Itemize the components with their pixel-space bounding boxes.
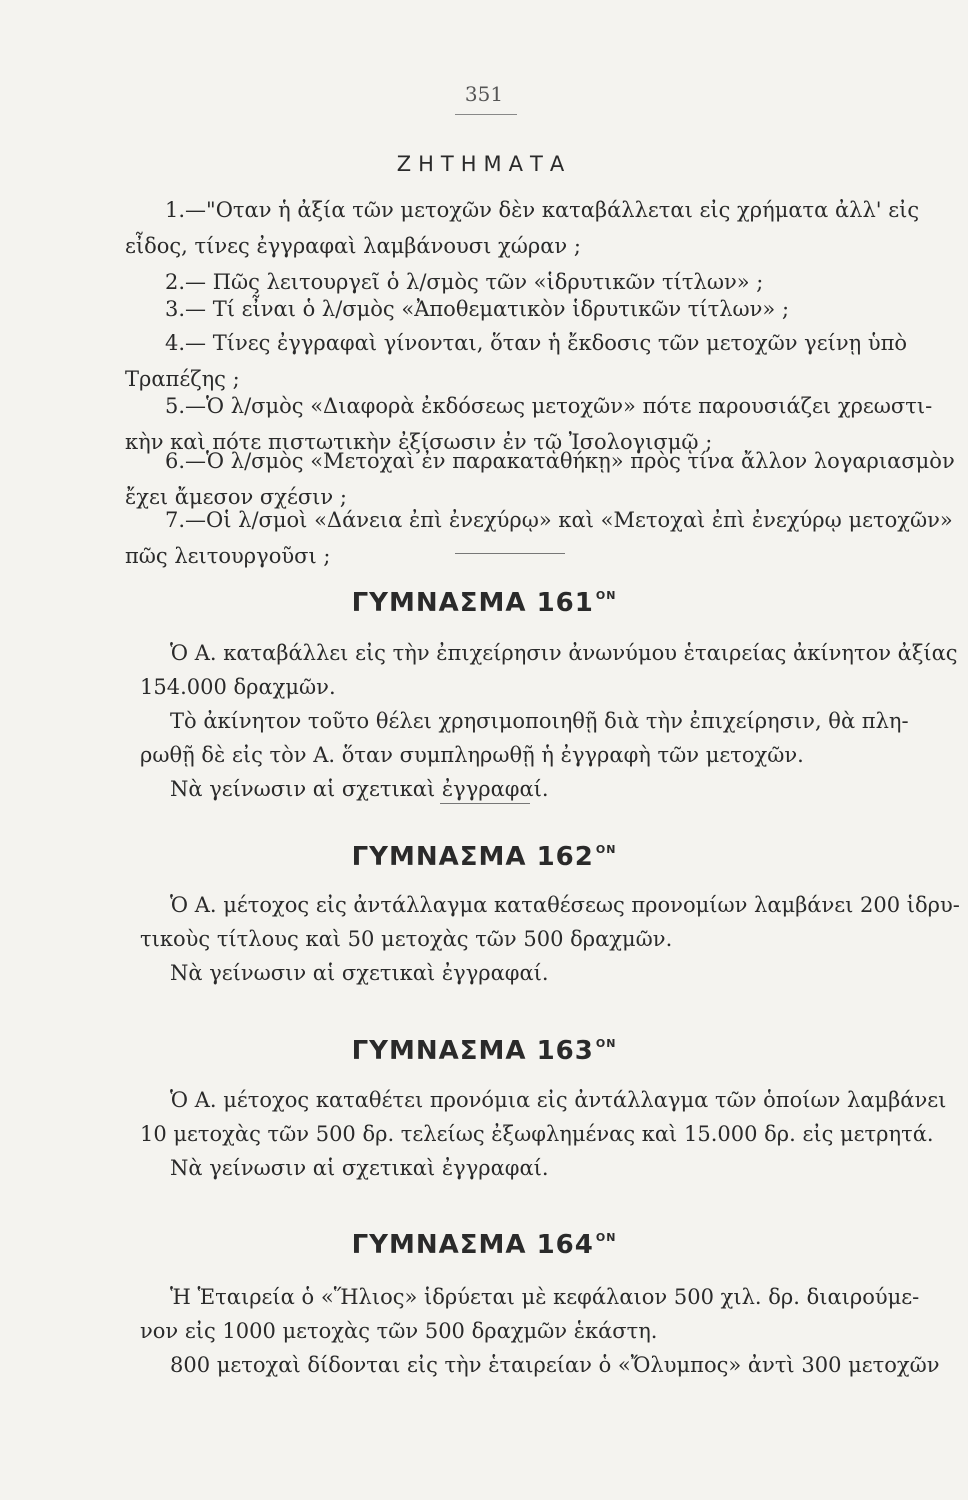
text-line: 10 μετοχὰς τῶν 500 δρ. τελείως ἐξωφλημένας καὶ 15.000 δρ. εἰς μετρητά. xyxy=(140,1122,934,1146)
exercise-word: ΓΥΜΝΑΣΜΑ xyxy=(351,588,527,618)
text-line: Ὁ Α. μέτοχος εἰς ἀντάλλαγμα καταθέσεως προνομίων λαμβάνει 200 ἱδρυ- xyxy=(170,893,960,917)
text-line: Ὁ Α. καταβάλλει εἰς τὴν ἐπιχείρησιν ἀνωνύμου ἑταιρείας ἀκίνητον ἀξίας xyxy=(170,641,958,665)
page-number: 351 xyxy=(464,82,504,106)
exercise-number: 164 xyxy=(536,1230,594,1260)
question-line: ἔχει ἄμεσον σχέσιν ; xyxy=(125,485,347,509)
question-7 xyxy=(125,502,953,574)
exercise-word: ΓΥΜΝΑΣΜΑ xyxy=(351,1036,527,1066)
exercise-162-text xyxy=(140,888,960,990)
exercise-162-title xyxy=(0,842,968,872)
question-1 xyxy=(125,192,920,264)
question-line: 5.—Ὁ λ/σμὸς «Διαφορὰ ἐκδόσεως μετοχῶν» πότε παρουσιάζει χρεωστι- xyxy=(165,394,933,418)
text-line: τικοὺς τίτλους καὶ 50 μετοχὰς τῶν 500 δραχμῶν. xyxy=(140,927,673,951)
question-line: 3.— Τί εἶναι ὁ λ/σμὸς «Ἀποθεματικὸν ἱδρυτικῶν τίτλων» ; xyxy=(165,297,790,321)
section-divider xyxy=(440,803,530,804)
text-line: Νὰ γείνωσιν αἱ σχετικαὶ ἐγγραφαί. xyxy=(170,961,549,985)
exercise-number: 161 xyxy=(536,588,594,618)
text-line: Ἡ Ἑταιρεία ὁ «Ἥλιος» ἱδρύεται μὲ κεφάλαιον 500 χιλ. δρ. διαιρούμε- xyxy=(170,1285,920,1309)
exercise-161-title xyxy=(0,588,968,618)
exercise-suffix: ΟΝ xyxy=(595,1231,617,1244)
text-line: Νὰ γείνωσιν αἱ σχετικαὶ ἐγγραφαί. xyxy=(170,777,549,801)
question-line: εἶδος, τίνες ἐγγραφαὶ λαμβάνουσι χώραν ; xyxy=(125,234,581,258)
exercise-number: 162 xyxy=(536,842,594,872)
exercise-suffix: ΟΝ xyxy=(595,843,617,856)
question-line: 1.—"Οταν ἡ ἀξία τῶν μετοχῶν δὲν καταβάλλεται εἰς χρήματα ἀλλ' εἰς xyxy=(165,198,920,222)
exercise-163-title xyxy=(0,1036,968,1066)
question-line: κὴν καὶ πότε πιστωτικὴν ἐξίσωσιν ἐν τῷ Ἰσολογισμῷ ; xyxy=(125,430,713,454)
text-line: 800 μετοχαὶ δίδονται εἰς τὴν ἑταιρείαν ὁ «Ὄλυμπος» ἀντὶ 300 μετοχῶν xyxy=(170,1353,940,1377)
text-line: Τὸ ἀκίνητον τοῦτο θέλει χρησιμοποιηθῇ διὰ τὴν ἐπιχείρησιν, θὰ πλη- xyxy=(170,709,909,733)
text-line: ρωθῇ δὲ εἰς τὸν Α. ὅταν συμπληρωθῇ ἡ ἐγγραφὴ τῶν μετοχῶν. xyxy=(140,743,804,767)
exercise-164-text xyxy=(140,1280,940,1382)
exercise-suffix: ΟΝ xyxy=(595,1037,617,1050)
question-line: 6.—Ὁ λ/σμὸς «Μετοχαὶ ἐν παρακαταθήκῃ» πρὸς τίνα ἄλλον λογαριασμὸν xyxy=(165,449,955,473)
question-line: Τραπέζης ; xyxy=(125,367,240,391)
text-line: Νὰ γείνωσιν αἱ σχετικαὶ ἐγγραφαί. xyxy=(170,1156,549,1180)
question-3 xyxy=(125,291,905,327)
exercise-number: 163 xyxy=(536,1036,594,1066)
section-title: ΖΗΤΗΜΑΤΑ xyxy=(396,152,572,176)
exercise-word: ΓΥΜΝΑΣΜΑ xyxy=(351,842,527,872)
text-line: Ὁ Α. μέτοχος καταθέτει προνόμια εἰς ἀντάλλαγμα τῶν ὁποίων λαμβάνει xyxy=(170,1088,947,1112)
exercise-word: ΓΥΜΝΑΣΜΑ xyxy=(351,1230,527,1260)
page-number-rule xyxy=(455,114,517,115)
text-line: νον εἰς 1000 μετοχὰς τῶν 500 δραχμῶν ἑκάστη. xyxy=(140,1319,658,1343)
question-4 xyxy=(125,325,908,397)
exercise-163-text xyxy=(140,1083,947,1185)
question-line: 4.— Τίνες ἐγγραφαὶ γίνονται, ὅταν ἡ ἔκδοσις τῶν μετοχῶν γείνῃ ὑπὸ xyxy=(165,331,908,355)
exercise-suffix: ΟΝ xyxy=(595,589,617,602)
text-line: 154.000 δραχμῶν. xyxy=(140,675,336,699)
question-line: πῶς λειτουργοῦσι ; xyxy=(125,544,331,568)
exercise-161-text xyxy=(140,636,958,806)
section-divider xyxy=(455,553,565,554)
question-line: 2.— Πῶς λειτουργεῖ ὁ λ/σμὸς τῶν «ἱδρυτικῶν τίτλων» ; xyxy=(165,270,764,294)
question-line: 7.—Οἱ λ/σμοὶ «Δάνεια ἐπὶ ἐνεχύρῳ» καὶ «Μετοχαὶ ἐπὶ ἐνεχύρῳ μετοχῶν» xyxy=(165,508,953,532)
exercise-164-title xyxy=(0,1230,968,1260)
